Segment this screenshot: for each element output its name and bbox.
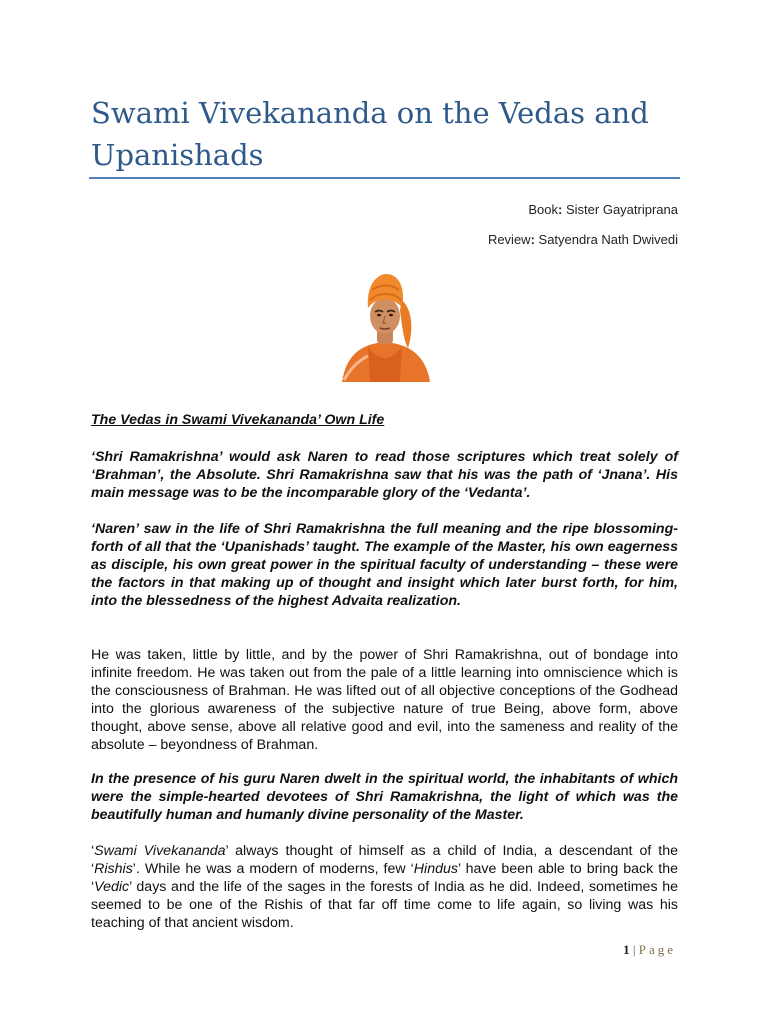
book-author: Sister Gayatriprana <box>566 202 678 217</box>
page-number: 1 <box>623 942 630 957</box>
page-footer <box>623 942 676 958</box>
section-heading-text: The Vedas in Swami Vivekananda’ Own Life <box>91 412 385 428</box>
document-title: Swami Vivekananda on the Vedas and Upanishads <box>91 96 649 172</box>
title-divider <box>89 177 680 179</box>
paragraph-5 <box>91 842 678 932</box>
p5-rishis: Rishis <box>94 861 133 877</box>
book-label: Book <box>528 202 559 217</box>
p5-hindus: Hindus <box>413 861 458 877</box>
p5-quote-open: ‘ <box>91 843 95 859</box>
p5-text-2: ’. While he was a modern of moderns, few ‘ <box>132 861 414 877</box>
footer-separator: | <box>629 942 639 957</box>
section-heading <box>91 411 678 429</box>
p5-vedic: Vedic <box>94 879 130 895</box>
paragraph-2: ‘Naren’ saw in the life of Shri Ramakrishna the full meaning and the ripe blossoming-forth of all that the ‘Upanishads’ taught. The example of the Master, his own eagerness as disciple, his own great power in the spiritual faculty of understanding – these were the factors in that making up of thought and insight which later burst forth, for him, into the blessedness of the highest Advaita realization. <box>91 521 678 609</box>
book-credit <box>278 202 678 217</box>
review-colon: : <box>530 232 535 247</box>
paragraph-4: In the presence of his guru Naren dwelt in the spiritual world, the inhabitants of which were the simple-hearted devotees of Shri Ramakrishna, the light of which was the beautifully human and humanly divine personality of the Master. <box>91 771 678 823</box>
paragraph-3: He was taken, little by little, and by the power of Shri Ramakrishna, out of bondage into infinite freedom. He was taken out from the pale of a little learning into omniscience which is the consciousness of Brahman. He was lifted out of all objective conceptions of the Godhead into the glorious awareness of the subjective nature of true Being, above form, above thought, above sense, above all relative good and evil, into the sameness and reality of the absolute – beyondness of Brahman. <box>91 647 678 753</box>
review-credit <box>278 232 678 247</box>
page-word: Page <box>638 942 676 957</box>
p5-text-1: ’ always thought of himself as a child of India, a descendant of the ‘ <box>91 843 678 877</box>
paragraph-1: ‘Shri Ramakrishna’ would ask Naren to read those scriptures which treat solely of ‘Brahman’, the Absolute. Shri Ramakrishna saw that his was the path of ‘Jnana’. His main message was to be the incomparable glory of the ‘Vedanta’. <box>91 449 678 501</box>
review-author: Satyendra Nath Dwivedi <box>538 232 678 247</box>
review-label: Review <box>487 232 531 247</box>
p5-text-3: ’ have been able to bring back the ‘ <box>91 861 678 895</box>
book-colon: : <box>558 202 563 217</box>
p5-text-4: ’ days and the life of the sages in the forests of India as he did. Indeed, sometimes he seemed to be one of the Rishis of that far off time come to life again, so living was his teaching of that ancient wisdom. <box>91 879 678 931</box>
p5-name: Swami Vivekananda <box>94 843 226 859</box>
vivekananda-portrait <box>338 270 432 386</box>
